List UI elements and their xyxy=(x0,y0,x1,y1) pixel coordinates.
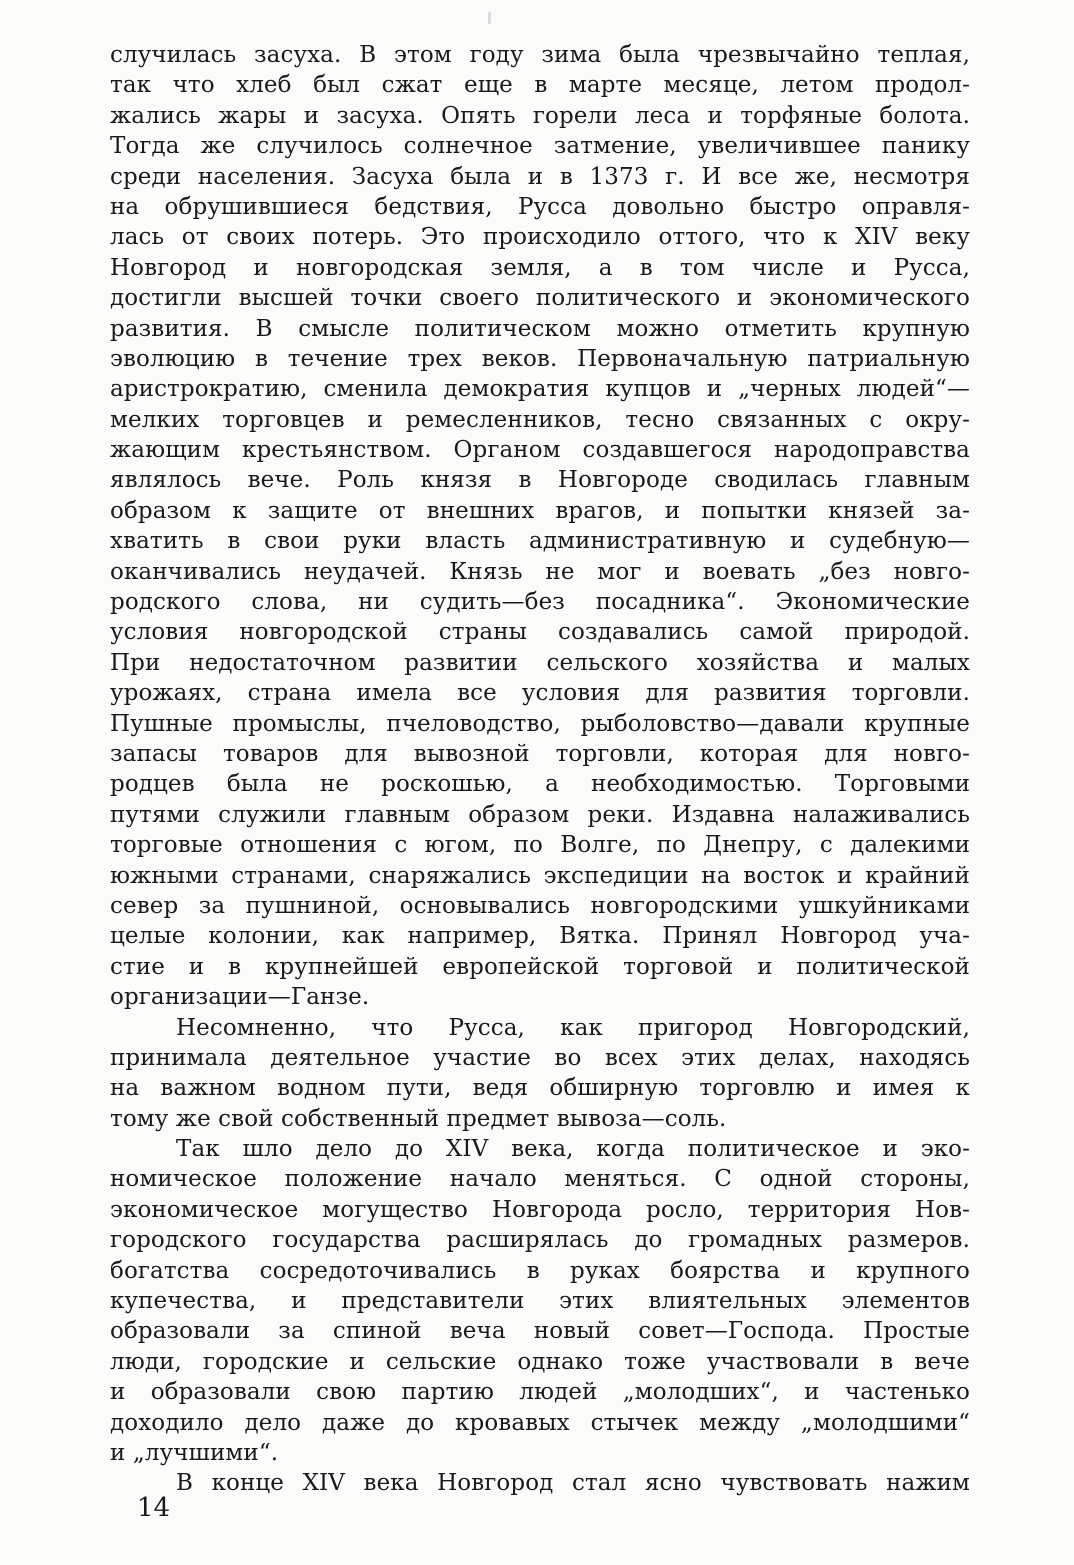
text-line: доходило дело даже до кровавых стычек между „молодшими“ xyxy=(110,1409,970,1436)
text-line: торговые отношения с югом, по Волге, по Днепру, с далекими xyxy=(110,832,970,859)
text-line: купечества, и представители этих влиятельных элементов xyxy=(110,1288,970,1315)
text-line: люди, городские и сельские однако тоже участвовали в вече xyxy=(110,1348,970,1375)
text-line: Новгород и новгородская земля, а в том числе и Русса, xyxy=(110,254,970,281)
text-line: среди населения. Засуха была и в 1373 г. И все же, несмотря xyxy=(110,163,970,190)
text-line: тому же свой собственный предмет вывоза—соль. xyxy=(110,1105,727,1132)
text-line: жались жары и засуха. Опять горели леса и торфяные болота. xyxy=(110,102,970,129)
text-line: жающим крестьянством. Органом создавшегося народоправства xyxy=(110,437,970,464)
text-line: экономическое могущество Новгорода росло, территория Нов- xyxy=(110,1196,970,1223)
text-line: запасы товаров для вывозной торговли, которая для новго- xyxy=(110,740,970,767)
text-line: Пушные промыслы, пчеловодство, рыболовство—давали крупные xyxy=(110,710,970,737)
print-speck xyxy=(488,12,491,24)
text-line: оканчивались неудачей. Князь не мог и воевать „без новго- xyxy=(110,558,970,585)
text-line: организации—Ганзе. xyxy=(110,984,370,1011)
text-line: хватить в свои руки власть административную и судебную— xyxy=(110,528,970,555)
text-line: Тогда же случилось солнечное затмение, увеличившее панику xyxy=(110,133,970,160)
text-line: условия новгородской страны создавались самой природой. xyxy=(110,619,970,646)
text-line: родского слова, ни судить—без посадника“. Экономические xyxy=(110,589,970,616)
text-line: на обрушившиеся бедствия, Русса довольно быстро оправля- xyxy=(110,193,970,220)
text-line: Несомненно, что Русса, как пригород Новгородский, xyxy=(176,1014,970,1041)
text-line: аристрократию, сменила демократия купцов и „черных людей“— xyxy=(110,376,970,403)
text-line: целые колонии, как например, Вятка. Принял Новгород уча- xyxy=(110,923,970,950)
text-line: эволюцию в течение трех веков. Первоначальную патриальную xyxy=(110,345,970,372)
text-line: путями служили главным образом реки. Издавна налаживались xyxy=(110,801,970,828)
text-line: случилась засуха. В этом году зима была чрезвычайно теплая, xyxy=(110,42,970,68)
text-line: урожаях, страна имела все условия для развития торговли. xyxy=(110,680,970,707)
text-line: В конце XIV века Новгород стал ясно чувствовать нажим xyxy=(176,1470,970,1497)
text-line: образовали за спиной веча новый совет—Господа. Простые xyxy=(110,1318,970,1345)
text-line: южными странами, снаряжались экспедиции на восток и крайний xyxy=(110,862,970,889)
text-line: принимала деятельное участие во всех этих делах, находясь xyxy=(110,1044,970,1071)
text-line: стие и в крупнейшей европейской торговой и политической xyxy=(110,953,970,980)
text-line: развития. В смысле политическом можно отметить крупную xyxy=(110,315,970,342)
text-line: север за пушниной, основывались новгородскими ушкуйниками xyxy=(110,892,970,919)
text-line: достигли высшей точки своего политического и экономического xyxy=(110,285,970,312)
text-line: так что хлеб был сжат еще в марте месяце, летом продол- xyxy=(110,72,970,99)
text-line: образом к защите от внешних врагов, и попытки князей за- xyxy=(110,497,970,524)
text-line: родцев была не роскошью, а необходимостью. Торговыми xyxy=(110,771,970,798)
text-line: номическое положение начало меняться. С одной стороны, xyxy=(110,1166,970,1193)
text-line: При недостаточном развитии сельского хозяйства и малых xyxy=(110,649,970,676)
text-line: на важном водном пути, ведя обширную торговлю и имея к xyxy=(110,1075,970,1102)
text-line: городского государства расширялась до громадных размеров. xyxy=(110,1227,970,1254)
text-line: и „лучшими“. xyxy=(110,1439,279,1466)
text-line: и образовали свою партию людей „молодших“, и частенько xyxy=(110,1379,970,1406)
text-line: мелких торговцев и ремесленников, тесно связанных с окру- xyxy=(110,406,970,433)
page-text-block xyxy=(110,40,970,1499)
text-line: лась от своих потерь. Это происходило оттого, что к XIV веку xyxy=(110,224,970,251)
text-line: богатства сосредоточивались в руках боярства и крупного xyxy=(110,1257,970,1284)
text-line: Так шло дело до XIV века, когда политическое и эко- xyxy=(176,1136,970,1163)
page-number: 14 xyxy=(137,1493,171,1523)
text-line: являлось вече. Роль князя в Новгороде сводилась главным xyxy=(110,467,970,494)
